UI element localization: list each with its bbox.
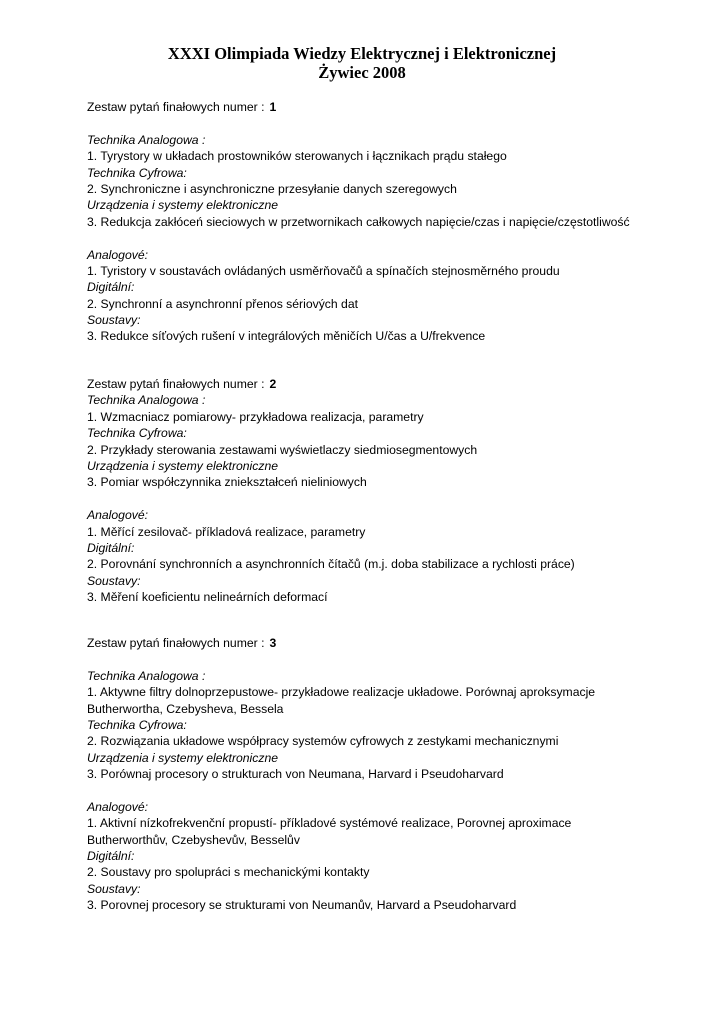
- document-subtitle: Żywiec 2008: [318, 63, 406, 82]
- question-text: 3. Porovnej procesory se strukturami von Neumanův, Harvard a Pseudoharvard: [87, 898, 517, 913]
- question-set-3: [87, 635, 647, 914]
- set-number: 2: [269, 377, 277, 391]
- question-text: 2. Rozwiązania układowe współpracy systemów cyfrowych z zestykami mechanicznymi: [87, 734, 559, 749]
- question-text: 1. Měřící zesilovač- příkladová realizace, parametry: [87, 524, 366, 539]
- question-text: 2. Synchroniczne i asynchroniczne przesyłanie danych szeregowych: [87, 181, 457, 196]
- category-label: Digitální:: [87, 540, 135, 555]
- question-text: 1. Tyrystory w układach prostowników sterowanych i łącznikach prądu stałego: [87, 149, 507, 164]
- set-header: [87, 376, 647, 392]
- question-set-1: [87, 99, 647, 345]
- question-text: 3. Měření koeficientu nelineárních deformací: [87, 590, 328, 605]
- question-text: 3. Redukcja zakłóceń sieciowych w przetwornikach całkowych napięcie/czas i napięcie/częstotliwość: [87, 214, 630, 229]
- category-label: Analogové:: [87, 247, 148, 262]
- category-label: Urządzenia i systemy elektroniczne: [87, 458, 279, 473]
- set-header-label: Zestaw pytań finałowych numer :: [87, 100, 265, 114]
- set-header-label: Zestaw pytań finałowych numer :: [87, 377, 265, 391]
- question-set-2: [87, 376, 647, 605]
- category-label: Soustavy:: [87, 313, 141, 328]
- category-label: Urządzenia i systemy elektroniczne: [87, 750, 279, 765]
- question-text: 2. Przykłady sterowania zestawami wyświetlaczy siedmiosegmentowych: [87, 442, 478, 457]
- question-text: 3. Porównaj procesory o strukturach von Neumana, Harvard i Pseudoharvard: [87, 767, 504, 782]
- question-text: 1. Tyristory v soustavách ovládaných usměrňovačů a spínačích stejnosměrného proudu: [87, 263, 560, 278]
- document-title: XXXI Olimpiada Wiedzy Elektrycznej i Elektronicznej: [167, 44, 557, 63]
- set-header: [87, 635, 647, 651]
- set-number: 3: [269, 636, 277, 650]
- question-text: 2. Synchronní a asynchronní přenos sériových dat: [87, 296, 358, 311]
- question-text: 1. Wzmacniacz pomiarowy- przykładowa realizacja, parametry: [87, 409, 424, 424]
- category-label: Technika Cyfrowa:: [87, 717, 187, 732]
- question-text-continued: Butherwortha, Czebysheva, Bessela: [87, 701, 284, 716]
- category-label: Soustavy:: [87, 881, 141, 896]
- category-label: Technika Analogowa :: [87, 668, 206, 683]
- category-label: Urządzenia i systemy elektroniczne: [87, 198, 279, 213]
- category-label: Technika Cyfrowa:: [87, 426, 187, 441]
- set-header: [87, 99, 647, 115]
- question-text-continued: Butherworthův, Czebyshevův, Besselův: [87, 832, 300, 847]
- category-label: Digitální:: [87, 280, 135, 295]
- question-text: 1. Aktywne filtry dolnoprzepustowe- przykładowe realizacje układowe. Porównaj aproksymacje: [87, 685, 596, 700]
- category-label: Technika Cyfrowa:: [87, 165, 187, 180]
- category-label: Digitální:: [87, 849, 135, 864]
- question-text: 2. Soustavy pro spolupráci s mechanickými kontakty: [87, 865, 370, 880]
- category-label: Technika Analogowa :: [87, 393, 206, 408]
- question-text: 3. Redukce síťových rušení v integrálových měničích U/čas a U/frekvence: [87, 329, 486, 344]
- set-number: 1: [269, 100, 277, 114]
- category-label: Analogové:: [87, 508, 148, 523]
- question-text: 1. Aktivní nízkofrekvenční propustí- příkladové systémové realizace, Porovnej aproximace: [87, 816, 572, 831]
- question-text: 2. Porovnání synchronních a asynchronních čítačů (m.j. doba stabilizace a rychlosti práce): [87, 557, 575, 572]
- set-header-label: Zestaw pytań finałowych numer :: [87, 636, 265, 650]
- category-label: Analogové:: [87, 799, 148, 814]
- category-label: Technika Analogowa :: [87, 132, 206, 147]
- category-label: Soustavy:: [87, 573, 141, 588]
- question-text: 3. Pomiar współczynnika zniekształceń nieliniowych: [87, 475, 367, 490]
